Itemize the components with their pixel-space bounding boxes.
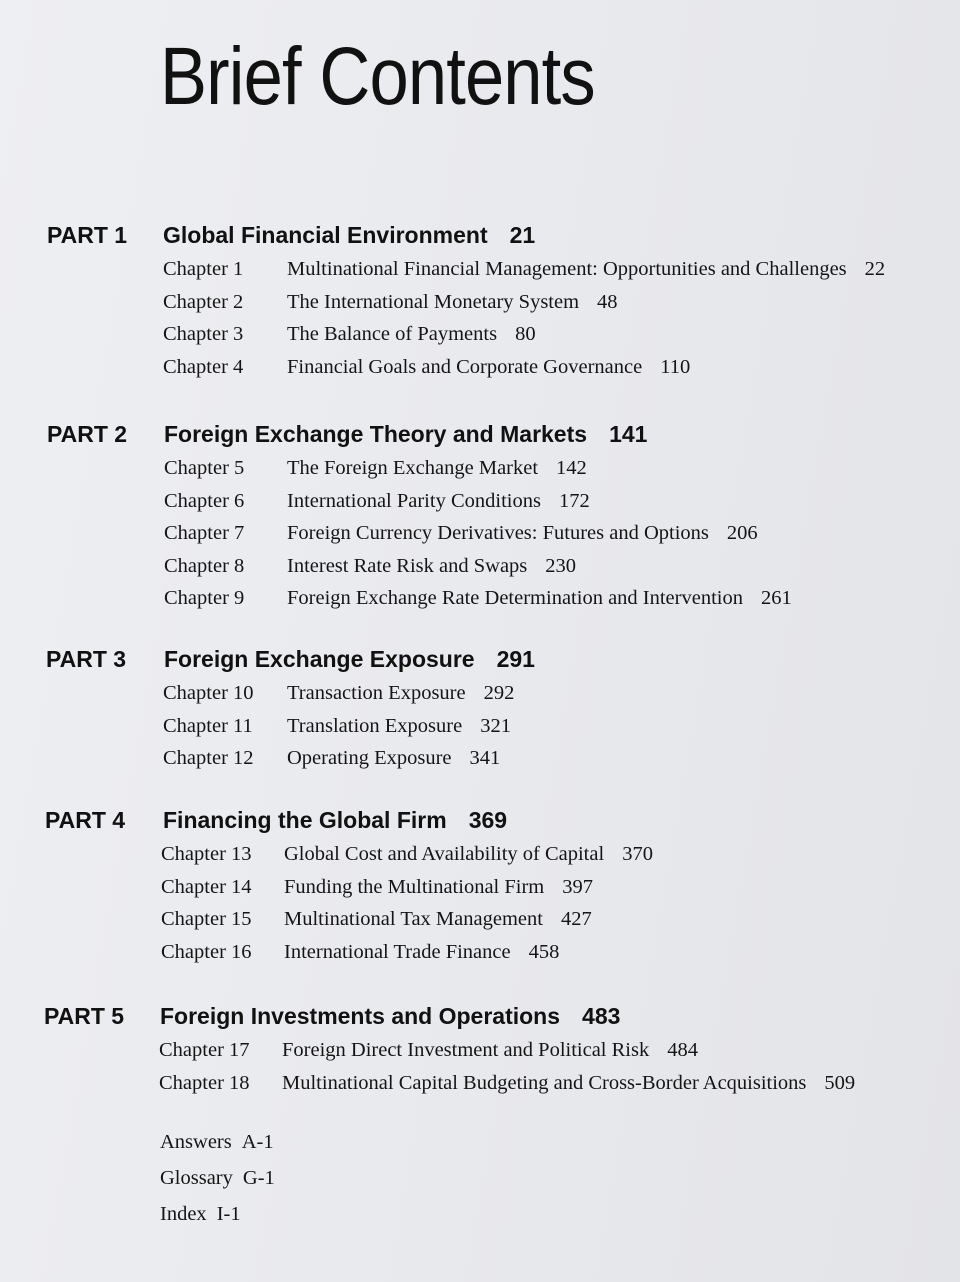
chapter-title-line <box>287 522 758 545</box>
chapter-number: Chapter 17 <box>159 1039 250 1061</box>
chapter-title: Foreign Currency Derivatives: Futures and Options <box>287 522 709 545</box>
chapter-page-number: 206 <box>726 522 758 545</box>
chapter-number: Chapter 10 <box>163 682 254 704</box>
back-matter-label: Answers <box>160 1131 232 1153</box>
chapter-entry[interactable] <box>0 843 960 876</box>
part-title <box>164 646 535 673</box>
chapter-page-number: 321 <box>480 714 511 737</box>
chapter-number: Chapter 11 <box>163 714 253 737</box>
chapter-number: Chapter 12 <box>163 747 254 770</box>
chapter-page-number: 370 <box>622 843 653 865</box>
chapter-number: Chapter 6 <box>164 489 245 512</box>
chapter-entry[interactable] <box>0 457 960 490</box>
part-heading <box>0 222 960 258</box>
chapter-entry[interactable] <box>0 876 960 909</box>
chapter-page-number: 397 <box>562 875 593 898</box>
chapter-list <box>0 1039 960 1104</box>
back-matter-glossary[interactable] <box>160 1167 275 1190</box>
part-2 <box>0 421 960 620</box>
back-matter-index[interactable] <box>160 1203 241 1226</box>
back-matter-page: A-1 <box>241 1131 274 1153</box>
chapter-list <box>0 457 960 620</box>
part-5 <box>0 1003 960 1104</box>
part-title-text: Foreign Exchange Theory and Markets <box>164 421 588 447</box>
chapter-title: Translation Exposure <box>287 714 463 737</box>
chapter-title: Multinational Capital Budgeting and Cross-Border Acquisitions <box>282 1071 807 1094</box>
chapter-number: Chapter 8 <box>164 554 245 577</box>
part-heading <box>0 421 960 457</box>
part-label: PART 1 <box>47 222 128 248</box>
part-page-number: 291 <box>496 646 535 672</box>
chapter-title: Financial Goals and Corporate Governance <box>287 355 643 378</box>
chapter-title-line <box>287 258 885 281</box>
chapter-title: International Trade Finance <box>284 940 511 963</box>
part-page-number: 141 <box>609 421 648 447</box>
chapter-title-line <box>287 457 587 480</box>
back-matter-answers[interactable] <box>160 1131 274 1154</box>
chapter-title-line <box>287 555 576 578</box>
part-title-text: Foreign Exchange Exposure <box>164 646 475 672</box>
chapter-title: Transaction Exposure <box>287 682 466 704</box>
chapter-title: The Balance of Payments <box>287 323 498 346</box>
chapter-title-line <box>287 715 511 738</box>
chapter-title-line <box>284 876 593 899</box>
chapter-number: Chapter 13 <box>161 843 252 865</box>
chapter-number: Chapter 3 <box>163 323 244 346</box>
part-label: PART 5 <box>44 1003 125 1029</box>
chapter-page-number: 110 <box>660 355 691 378</box>
chapter-number: Chapter 4 <box>163 355 244 378</box>
chapter-title-line <box>287 587 792 610</box>
part-title-text: Foreign Investments and Operations <box>160 1003 561 1029</box>
chapter-title: Foreign Exchange Rate Determination and Intervention <box>287 587 743 610</box>
back-matter-label: Index <box>160 1203 207 1225</box>
part-title-text: Financing the Global Firm <box>163 807 447 833</box>
part-1 <box>0 222 960 388</box>
part-heading <box>0 807 960 843</box>
chapter-title-line <box>287 747 500 770</box>
chapter-entry[interactable] <box>0 291 960 324</box>
chapter-number: Chapter 1 <box>163 258 244 280</box>
back-matter-page: G-1 <box>242 1167 275 1189</box>
chapter-number: Chapter 15 <box>161 908 252 931</box>
chapter-title-line <box>284 908 592 931</box>
part-label: PART 2 <box>47 421 128 447</box>
chapter-entry[interactable] <box>0 715 960 748</box>
part-page-number: 21 <box>509 222 536 248</box>
chapter-title: Operating Exposure <box>287 747 452 770</box>
part-4 <box>0 807 960 973</box>
chapter-title-line <box>282 1072 855 1095</box>
chapter-page-number: 80 <box>515 323 536 346</box>
chapter-title: Global Cost and Availability of Capital <box>284 843 605 865</box>
part-title-text: Global Financial Environment <box>163 222 488 248</box>
part-heading <box>0 646 960 682</box>
chapter-entry[interactable] <box>0 587 960 620</box>
chapter-number: Chapter 18 <box>159 1071 250 1094</box>
chapter-title: The International Monetary System <box>287 290 580 313</box>
chapter-number: Chapter 9 <box>164 587 245 610</box>
chapter-title-line <box>282 1039 698 1062</box>
chapter-entry[interactable] <box>0 747 960 780</box>
part-3 <box>0 646 960 780</box>
chapter-number: Chapter 16 <box>161 940 252 963</box>
chapter-title: Interest Rate Risk and Swaps <box>287 554 528 577</box>
part-heading <box>0 1003 960 1039</box>
chapter-page-number: 341 <box>469 747 501 770</box>
chapter-entry[interactable] <box>0 682 960 715</box>
chapter-page-number: 22 <box>864 258 886 280</box>
chapter-entry[interactable] <box>0 490 960 523</box>
chapter-entry[interactable] <box>0 1039 960 1072</box>
chapter-list <box>0 682 960 780</box>
chapter-title: The Foreign Exchange Market <box>287 457 539 479</box>
chapter-entry[interactable] <box>0 941 960 974</box>
chapter-page-number: 292 <box>483 682 515 704</box>
part-label: PART 4 <box>45 807 126 833</box>
chapter-title-line <box>287 490 590 513</box>
chapter-page-number: 142 <box>556 457 587 479</box>
chapter-title-line <box>284 941 559 964</box>
chapter-title: Funding the Multinational Firm <box>284 875 545 898</box>
chapter-page-number: 427 <box>560 908 592 931</box>
chapter-entry[interactable] <box>0 356 960 389</box>
chapter-page-number: 230 <box>545 554 577 577</box>
part-title <box>163 222 535 249</box>
part-page-number: 369 <box>468 807 508 833</box>
chapter-number: Chapter 14 <box>161 875 252 898</box>
chapter-title: Multinational Tax Management <box>284 908 543 931</box>
chapter-entry[interactable] <box>0 908 960 941</box>
chapter-list <box>0 258 960 388</box>
chapter-page-number: 509 <box>824 1071 856 1094</box>
chapter-title-line <box>284 843 653 866</box>
chapter-list <box>0 843 960 973</box>
back-matter-label: Glossary <box>160 1167 233 1189</box>
part-page-number: 483 <box>582 1003 621 1029</box>
chapter-title: Foreign Direct Investment and Political Risk <box>282 1039 650 1061</box>
part-label: PART 3 <box>46 646 127 672</box>
part-title <box>163 807 507 834</box>
chapter-entry[interactable] <box>0 258 960 291</box>
chapter-number: Chapter 2 <box>163 290 244 313</box>
chapter-title: Multinational Financial Management: Opportunities and Challenges <box>287 258 847 280</box>
part-title <box>160 1003 620 1030</box>
chapter-page-number: 172 <box>558 489 590 512</box>
chapter-entry[interactable] <box>0 555 960 588</box>
chapter-page-number: 261 <box>760 587 792 610</box>
back-matter-page: I-1 <box>216 1203 241 1225</box>
part-title <box>164 421 647 448</box>
chapter-entry[interactable] <box>0 522 960 555</box>
chapter-page-number: 48 <box>597 290 618 313</box>
chapter-title-line <box>287 323 536 346</box>
chapter-page-number: 484 <box>667 1039 698 1061</box>
chapter-title: International Parity Conditions <box>287 489 541 512</box>
chapter-title-line <box>287 356 690 379</box>
chapter-page-number: 458 <box>528 940 560 963</box>
chapter-title-line <box>287 682 514 705</box>
chapter-number: Chapter 7 <box>164 522 245 545</box>
chapter-entry[interactable] <box>0 323 960 356</box>
page-title: Brief Contents <box>160 31 595 122</box>
chapter-entry[interactable] <box>0 1072 960 1105</box>
chapter-number: Chapter 5 <box>164 457 245 479</box>
chapter-title-line <box>287 291 618 314</box>
